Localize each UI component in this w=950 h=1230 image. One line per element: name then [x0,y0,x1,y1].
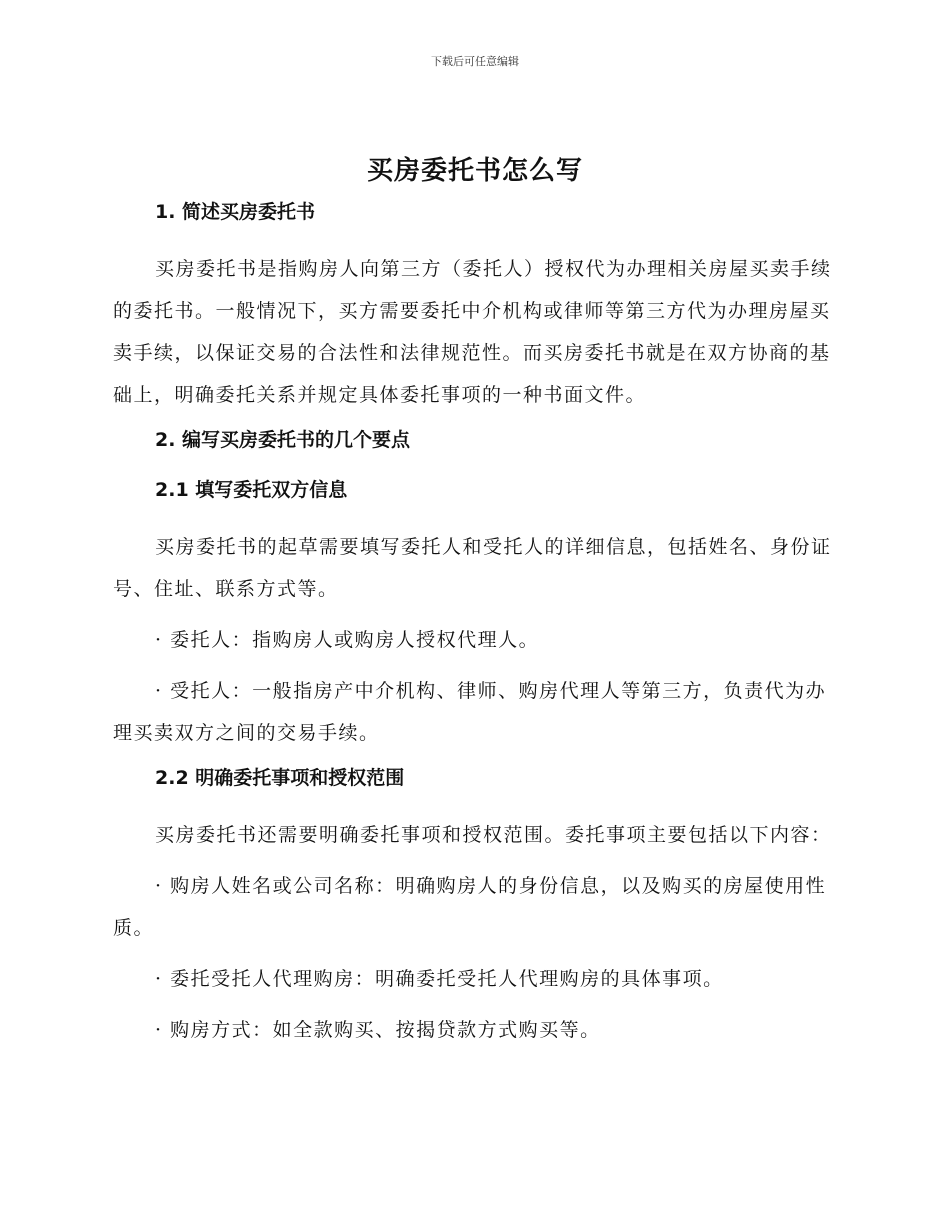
paragraph-overview: 买房委托书是指购房人向第三方（委托人）授权代为办理相关房屋买卖手续的委托书。一般情况下，买方需要委托中介机构或律师等第三方代为办理房屋买卖手续，以保证交易的合法性和法律规范性。而买房委托书就是在双方协商的基础上，明确委托关系并规定具体委托事项的一种书面文件。 [113,258,832,406]
document-title: 买房委托书怎么写 [366,156,583,186]
section-heading-1: 1. 简述买房委托书 [155,201,316,223]
page-header-note: 下载后可任意编辑 [431,55,519,68]
section-heading-2-2: 2.2 明确委托事项和授权范围 [155,767,405,789]
document-body [113,188,838,1060]
bullet-agent: · 受托人：一般指房产中介机构、律师、购房代理人等第三方，负责代为办理买卖双方之间的交易手续。 [113,680,827,744]
bullet-purchase-method: · 购房方式：如全款购买、按揭贷款方式购买等。 [155,1019,601,1041]
section-heading-2-1: 2.1 填写委托双方信息 [155,479,348,501]
paragraph-parties-info: 买房委托书的起草需要填写委托人和受托人的详细信息，包括姓名、身份证号、住址、联系方式等。 [113,536,832,600]
bullet-agency-purchase: · 委托受托人代理购房：明确委托受托人代理购房的具体事项。 [155,968,724,990]
bullet-principal: · 委托人：指购房人或购房人授权代理人。 [155,629,540,651]
section-heading-2: 2. 编写买房委托书的几个要点 [155,429,411,451]
paragraph-scope: 买房委托书还需要明确委托事项和授权范围。委托事项主要包括以下内容： [155,824,832,846]
bullet-buyer-name: · 购房人姓名或公司名称：明确购房人的身份信息，以及购买的房屋使用性质。 [113,875,827,939]
